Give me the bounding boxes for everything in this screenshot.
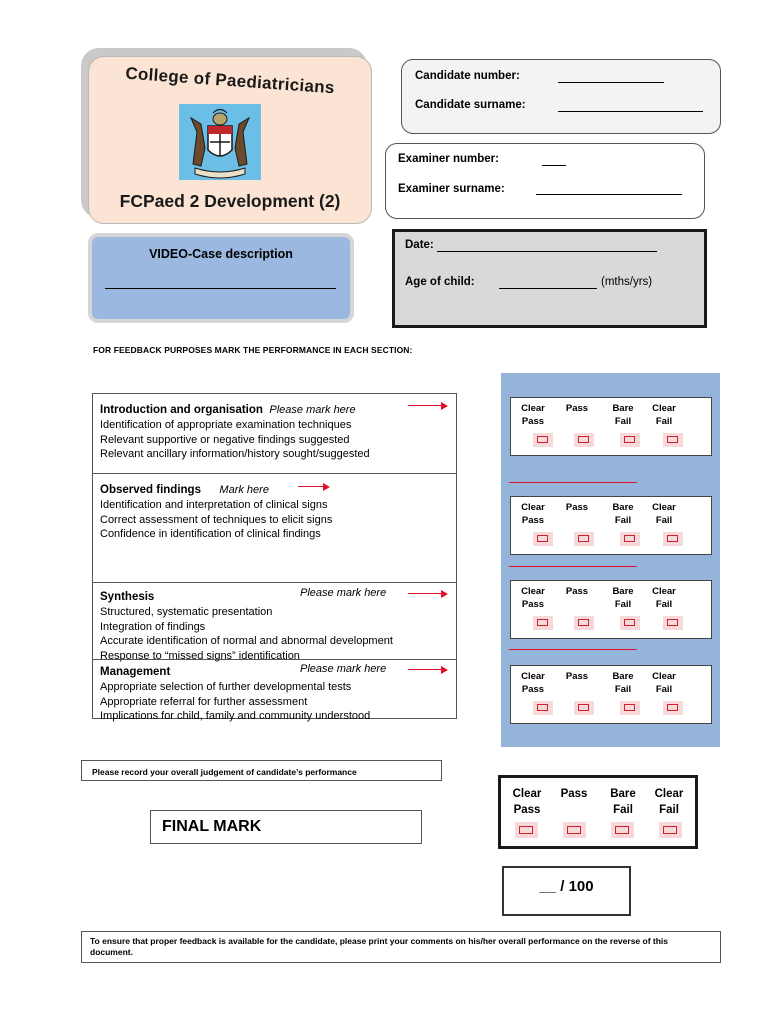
arrow-right-icon — [408, 669, 446, 670]
option-label: Pass — [521, 599, 545, 610]
age-unit: (mths/yrs) — [601, 276, 653, 288]
option-label: Fail — [614, 515, 632, 526]
option-label: Clear — [652, 403, 676, 414]
feedback-heading: FOR FEEDBACK PURPOSES MARK THE PERFORMANCE IN EACH SECTION: — [93, 345, 413, 355]
clear-pass-checkbox[interactable] — [533, 701, 553, 715]
section-hint: Mark here — [219, 484, 269, 496]
option-label: Pass — [521, 684, 545, 695]
section-line: Identification of appropriate examination techniques — [100, 419, 352, 431]
candidate-number-label: Candidate number: — [415, 70, 520, 82]
divider — [509, 482, 637, 483]
section-hint: Please mark here — [269, 404, 356, 416]
final-mark-options — [498, 775, 698, 849]
date-age-box — [392, 229, 707, 328]
section-line: Confidence in identification of clinical findings — [100, 528, 321, 540]
option-label: Pass — [560, 788, 588, 800]
examiner-surname-field[interactable] — [536, 194, 682, 195]
section-line: Identification and interpretation of clinical signs — [100, 499, 328, 511]
option-label: Bare — [612, 502, 634, 513]
option-label: Fail — [655, 684, 673, 695]
option-label: Bare — [612, 403, 634, 414]
mark-box-observed-findings — [510, 496, 712, 555]
marking-panel — [501, 373, 720, 747]
age-label: Age of child: — [405, 276, 475, 288]
video-case-title: VIDEO-Case description — [149, 247, 293, 261]
footer-note: To ensure that proper feedback is available for the candidate, please print your comments on his/her overall performance on the reverse of this document. — [81, 931, 721, 963]
option-label: Bare — [612, 671, 634, 682]
section-observed-findings — [93, 473, 456, 582]
clear-fail-checkbox[interactable] — [663, 701, 683, 715]
option-label: Fail — [655, 599, 673, 610]
examiner-surname-label: Examiner surname: — [398, 183, 505, 195]
candidate-number-field[interactable] — [558, 82, 664, 83]
section-management — [93, 659, 456, 722]
option-label: Fail — [614, 416, 632, 427]
section-line: Relevant supportive or negative findings suggested — [100, 433, 350, 446]
section-title: Observed findings — [100, 484, 201, 496]
option-label: Clear — [652, 502, 676, 513]
option-label: Bare — [612, 586, 634, 597]
college-title: College of Paediatricians — [124, 63, 336, 98]
date-label: Date: — [405, 239, 434, 251]
option-label: Bare — [610, 788, 636, 800]
candidate-surname-field[interactable] — [558, 111, 703, 112]
examiner-number-field[interactable] — [542, 165, 566, 166]
option-label: Fail — [655, 515, 673, 526]
mark-box-synthesis — [510, 580, 712, 639]
final-clear-fail-checkbox[interactable] — [659, 822, 682, 838]
clear-fail-checkbox[interactable] — [663, 433, 683, 447]
clear-pass-checkbox[interactable] — [533, 616, 553, 630]
clear-pass-checkbox[interactable] — [533, 532, 553, 546]
option-label: Fail — [614, 599, 632, 610]
mark-box-management — [510, 665, 712, 724]
form-title: FCPaed 2 Development (2) — [119, 191, 341, 211]
option-label: Pass — [521, 416, 545, 427]
option-label: Fail — [659, 804, 679, 816]
bare-fail-checkbox[interactable] — [620, 433, 640, 447]
option-label: Pass — [565, 671, 589, 682]
section-line: Correct assessment of techniques to elicit signs — [100, 513, 333, 526]
option-label: Clear — [521, 403, 545, 414]
final-clear-pass-checkbox[interactable] — [515, 822, 538, 838]
option-label: Clear — [654, 788, 684, 800]
final-bare-fail-checkbox[interactable] — [611, 822, 634, 838]
score-box[interactable]: __ / 100 — [502, 866, 631, 916]
bare-fail-checkbox[interactable] — [620, 532, 640, 546]
sections-table — [92, 393, 457, 722]
final-pass-checkbox[interactable] — [563, 822, 586, 838]
section-hint: Please mark here — [300, 587, 387, 599]
video-case-description-field[interactable] — [105, 288, 336, 289]
clear-fail-checkbox[interactable] — [663, 532, 683, 546]
section-title: Synthesis — [100, 591, 155, 603]
option-label: Pass — [565, 586, 589, 597]
section-introduction — [93, 394, 456, 473]
candidate-details-box — [401, 59, 721, 134]
clear-fail-checkbox[interactable] — [663, 616, 683, 630]
video-case-box — [88, 233, 354, 323]
section-line: Accurate identification of normal and abnormal development — [100, 635, 393, 647]
option-label: Pass — [565, 403, 589, 414]
section-synthesis — [93, 582, 456, 662]
option-label: Pass — [565, 502, 589, 513]
pass-checkbox[interactable] — [574, 433, 594, 447]
section-hint: Please mark here — [300, 663, 387, 675]
bare-fail-checkbox[interactable] — [620, 701, 640, 715]
section-line: Relevant ancillary information/history sought/suggested — [100, 448, 370, 460]
section-title: Management — [100, 666, 171, 678]
examiner-details-box — [385, 143, 705, 219]
arrow-right-icon — [408, 405, 446, 406]
section-line: Response to “missed signs” identification — [100, 649, 300, 662]
divider — [509, 566, 637, 567]
section-title: Introduction and organisation — [100, 404, 263, 416]
age-field[interactable] — [499, 288, 597, 289]
option-label: Clear — [521, 586, 545, 597]
option-label: Clear — [521, 502, 545, 513]
option-label: Clear — [652, 671, 676, 682]
bare-fail-checkbox[interactable] — [620, 616, 640, 630]
overall-judgement-label: Please record your overall judgement of candidate’s performance — [81, 760, 442, 781]
option-label: Clear — [512, 788, 542, 800]
pass-checkbox[interactable] — [574, 701, 594, 715]
pass-checkbox[interactable] — [574, 616, 594, 630]
section-line: Appropriate referral for further assessment — [100, 695, 308, 708]
crest-icon — [179, 104, 261, 180]
candidate-surname-label: Candidate surname: — [415, 99, 526, 111]
date-field[interactable] — [437, 251, 657, 252]
option-label: Pass — [513, 804, 541, 816]
section-line: Structured, systematic presentation — [100, 606, 273, 618]
section-line: Integration of findings — [100, 620, 206, 633]
examiner-number-label: Examiner number: — [398, 153, 499, 165]
section-line: Implications for child, family and community understood — [100, 710, 371, 722]
option-label: Fail — [655, 416, 673, 427]
mark-box-introduction — [510, 397, 712, 456]
option-label: Clear — [521, 671, 545, 682]
arrow-right-icon — [298, 486, 328, 487]
option-label: Fail — [614, 684, 632, 695]
option-label: Fail — [613, 804, 633, 816]
option-label: Clear — [652, 586, 676, 597]
section-line: Appropriate selection of further developmental tests — [100, 681, 352, 693]
pass-checkbox[interactable] — [574, 532, 594, 546]
final-mark-label: FINAL MARK — [150, 810, 422, 844]
option-label: Pass — [521, 515, 545, 526]
college-logo-box — [88, 56, 372, 224]
clear-pass-checkbox[interactable] — [533, 433, 553, 447]
divider — [509, 649, 637, 650]
arrow-right-icon — [408, 593, 446, 594]
